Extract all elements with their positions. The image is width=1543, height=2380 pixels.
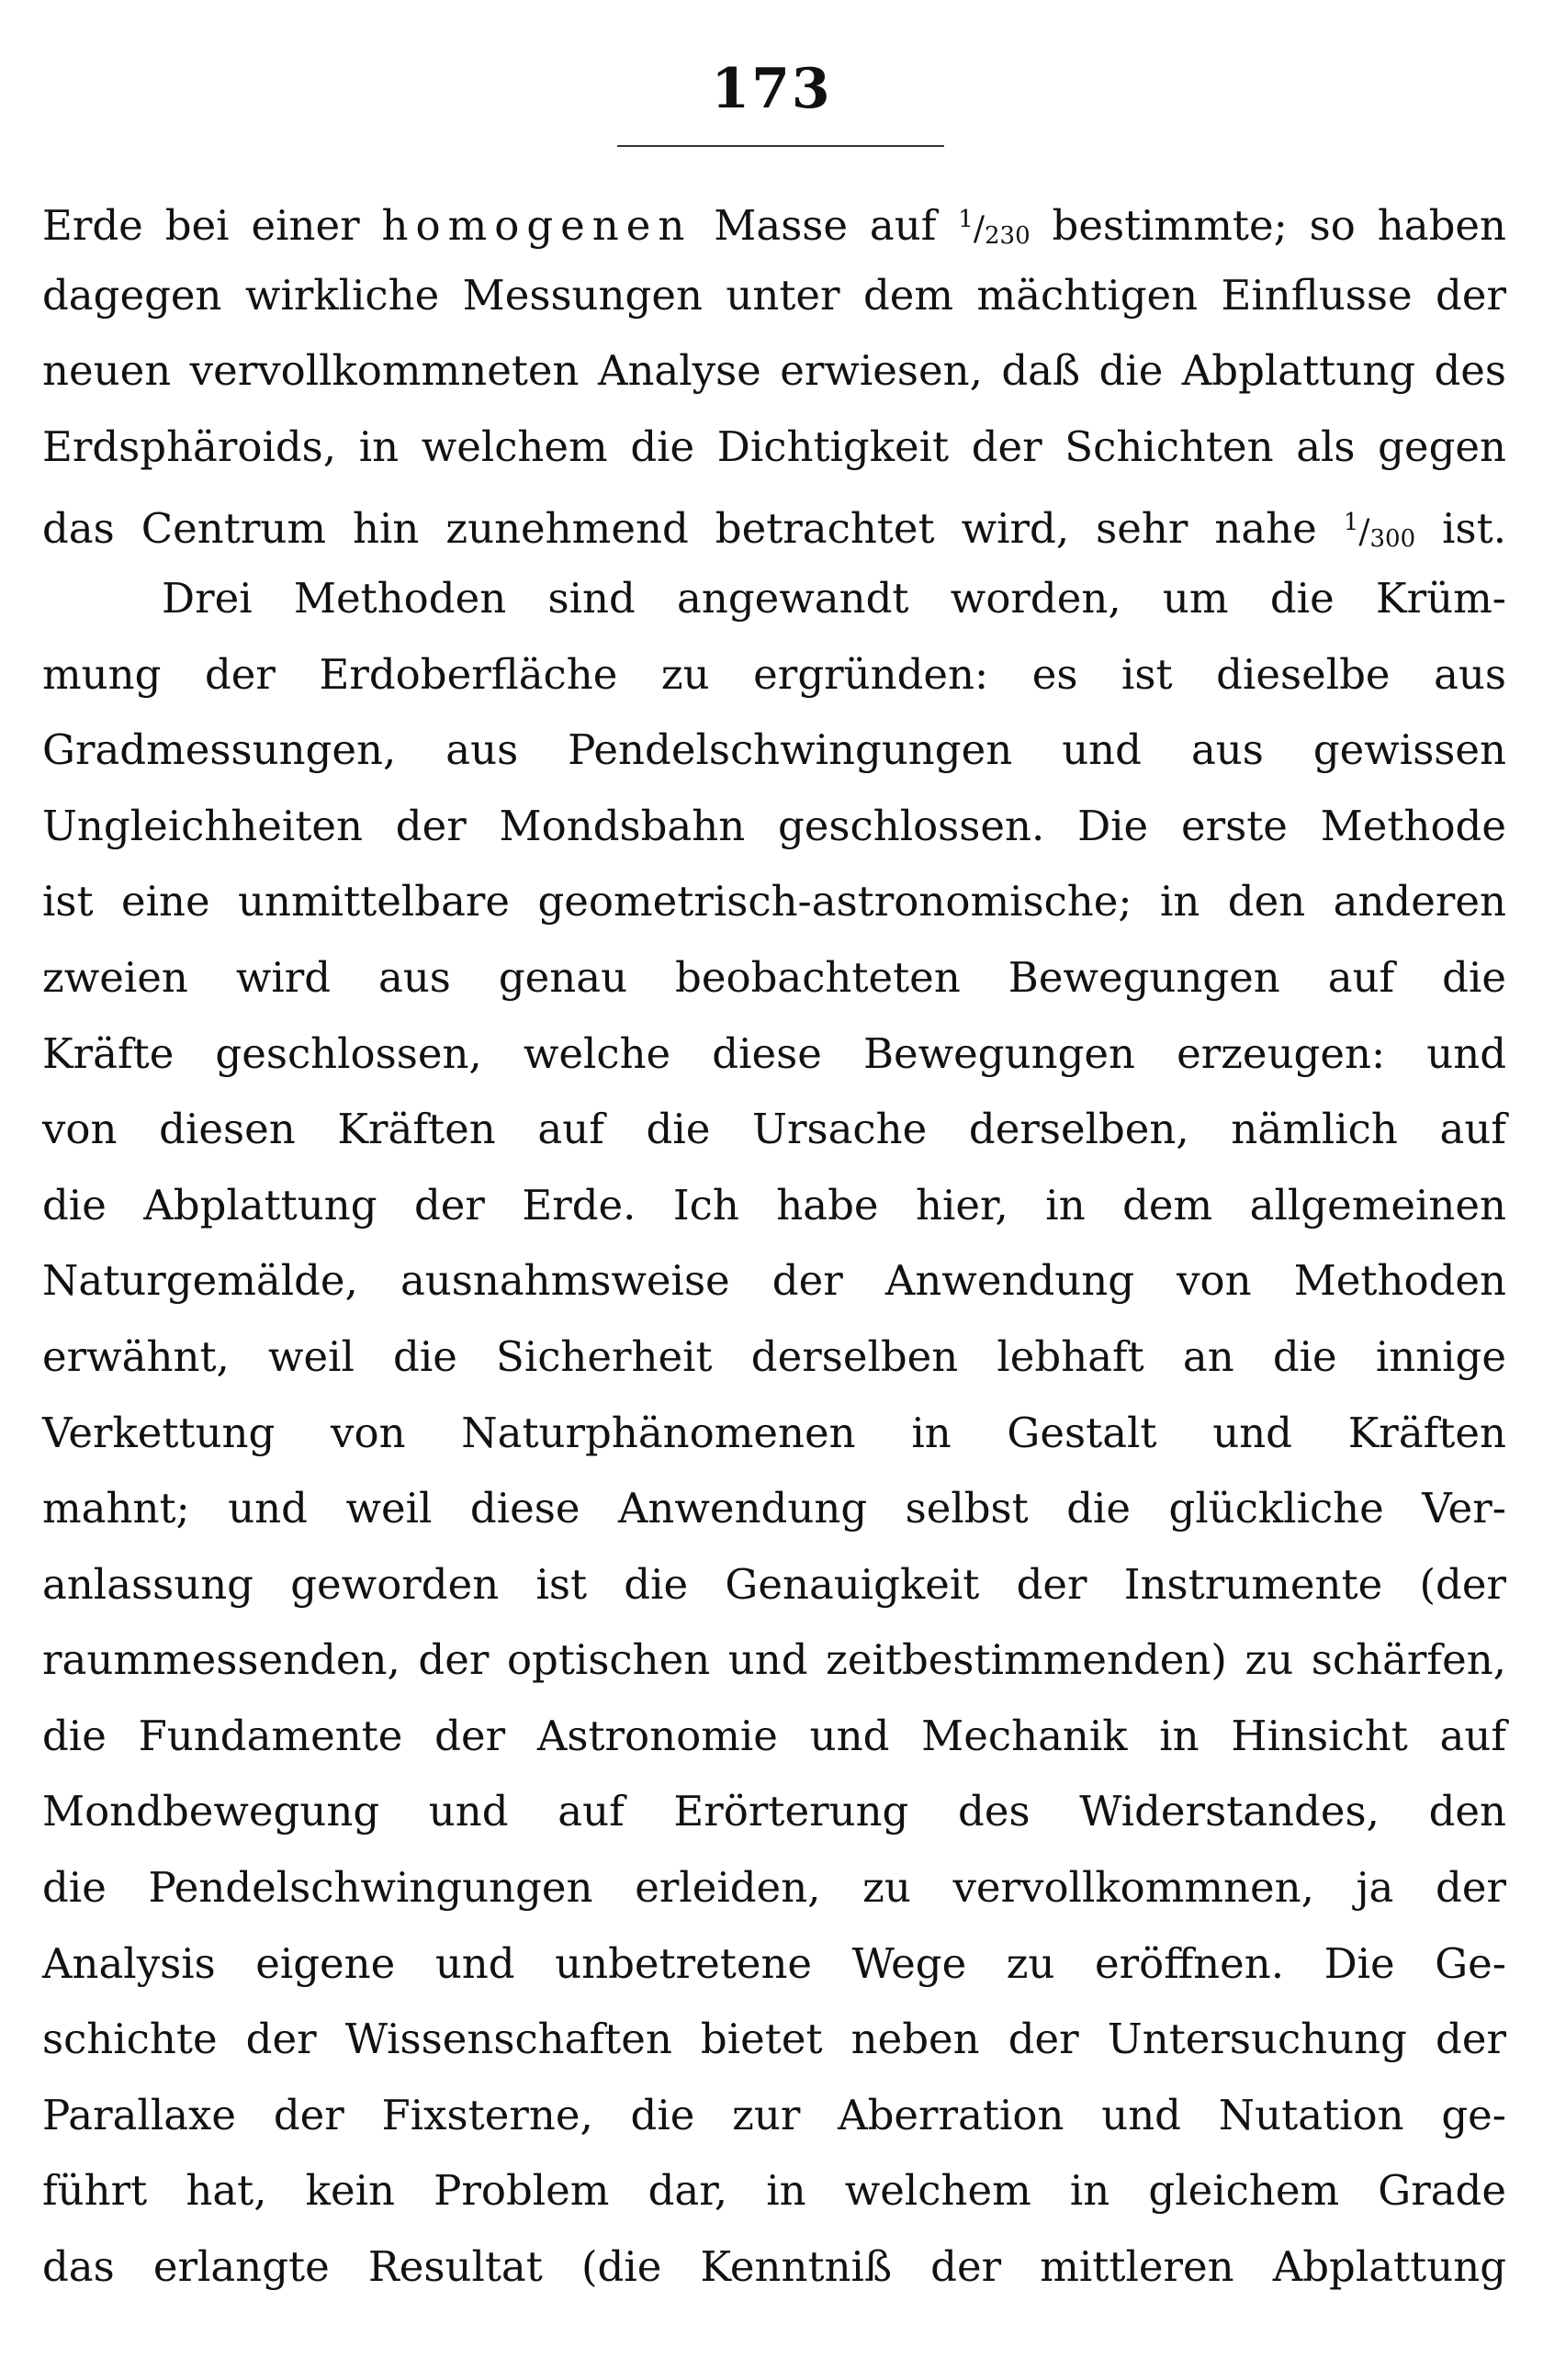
- text-line: die Abplattung der Erde. Ich habe hier, in dem allgemeinen: [42, 1180, 1506, 1229]
- text-fragment: bestimmte; so haben: [1030, 201, 1506, 250]
- text-line: das erlangte Resultat (die Kenntniß der mittleren Abplattung: [42, 2242, 1506, 2292]
- text-line: mahnt; und weil diese Anwendung selbst die glückliche Ver-: [42, 1484, 1506, 1533]
- header-rule: [617, 145, 944, 147]
- text-line: raummessenden, der optischen und zeitbestimmenden) zu schärfen,: [42, 1635, 1506, 1685]
- text-line: Gradmessungen, aus Pendelschwingungen und aus gewissen: [42, 725, 1506, 775]
- text-line: Parallaxe der Fixsterne, die zur Aberration und Nutation ge-: [42, 2090, 1506, 2139]
- text-line: Kräfte geschlossen, welche diese Bewegungen erzeugen: und: [42, 1028, 1506, 1078]
- paragraph-first-line: Drei Methoden sind angewandt worden, um die Krüm-: [162, 573, 1506, 623]
- text-line: dagegen wirkliche Messungen unter dem mächtigen Einflusse der: [42, 270, 1506, 320]
- text-line: [42, 485, 1506, 561]
- text-fragment: das Centrum hin zunehmend betrachtet wird, sehr nahe: [42, 504, 1344, 554]
- text-line: führt hat, kein Problem dar, in welchem in gleichem Grade: [42, 2166, 1506, 2216]
- text-line: Ungleichheiten der Mondsbahn geschlossen. Die erste Methode: [42, 801, 1506, 850]
- text-line: die Fundamente der Astronomie und Mechanik in Hinsicht auf: [42, 1711, 1506, 1760]
- spaced-emphasis: homogenen: [381, 201, 693, 250]
- text-line: Verkettung von Naturphänomenen in Gestalt und Kräften: [42, 1408, 1506, 1457]
- text-line: die Pendelschwingungen erleiden, zu vervollkommnen, ja der: [42, 1863, 1506, 1913]
- fraction-numerator: 1: [958, 206, 974, 233]
- fraction-numerator: 1: [1343, 509, 1359, 537]
- text-line: Mondbewegung und auf Erörterung des Widerstandes, den: [42, 1787, 1506, 1836]
- fraction-denominator: 230: [984, 222, 1031, 250]
- text-line: Analysis eigene und unbetretene Wege zu eröffnen. Die Ge-: [42, 1938, 1506, 1988]
- text-line: erwähnt, weil die Sicherheit derselben lebhaft an die innige: [42, 1331, 1506, 1381]
- body-text: [42, 182, 1506, 2306]
- text-line: [42, 182, 1506, 258]
- text-line: anlassung geworden ist die Genauigkeit der Instrumente (der: [42, 1559, 1506, 1609]
- text-line: Erdsphäroids, in welchem die Dichtigkeit der Schichten als gegen: [42, 421, 1506, 471]
- fraction-denominator: 300: [1369, 525, 1416, 554]
- fraction: $^1/_{300}$: [1343, 509, 1416, 554]
- text-line: mung der Erdoberfläche zu ergründen: es ist dieselbe aus: [42, 649, 1506, 699]
- text-fragment: Erde bei einer: [42, 201, 382, 250]
- text-fragment: Masse auf: [692, 201, 959, 250]
- text-line: von diesen Kräften auf die Ursache derselben, nämlich auf: [42, 1105, 1506, 1154]
- text-line: schichte der Wissenschaften bietet neben der Untersuchung der: [42, 2015, 1506, 2064]
- text-fragment: ist.: [1415, 504, 1507, 554]
- text-line: neuen vervollkommneten Analyse erwiesen, daß die Abplattung des: [42, 346, 1506, 396]
- text-line: Naturgemälde, ausnahmsweise der Anwendung von Methoden: [42, 1256, 1506, 1306]
- fraction: $^1/_{230}$: [958, 206, 1031, 250]
- page-number: 173: [711, 57, 832, 121]
- text-line: zweien wird aus genau beobachteten Bewegungen auf die: [42, 952, 1506, 1002]
- text-line: ist eine unmittelbare geometrisch-astronomische; in den anderen: [42, 877, 1506, 926]
